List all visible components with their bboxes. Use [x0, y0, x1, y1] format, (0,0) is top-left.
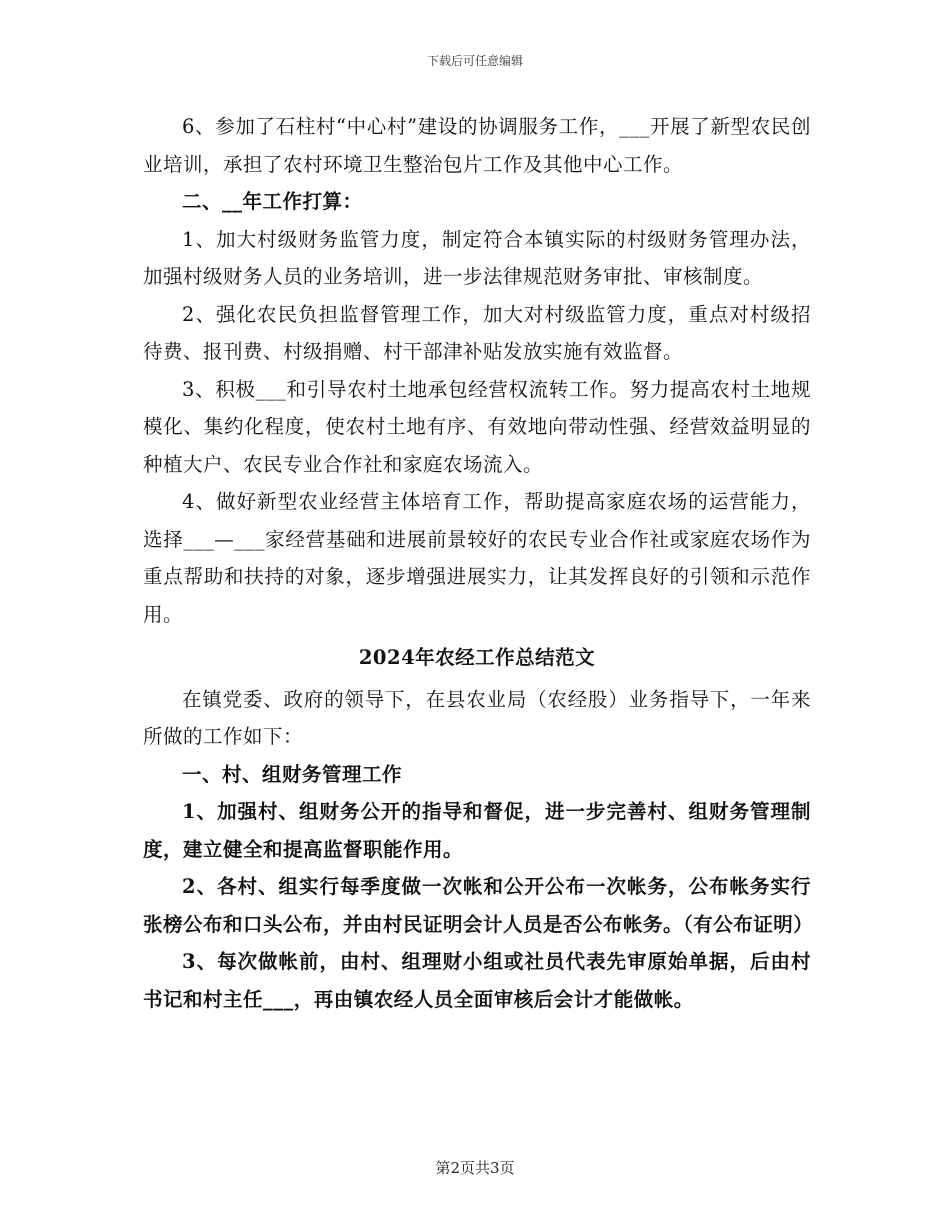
- section-heading-plan: 二、__年工作打算：: [182, 190, 363, 213]
- plan-item-2: 2、强化农民负担监督管理工作，加大对村级监管力度，重点对村级招待费、报刊费、村级捐赠、村干部津补贴发放实施有效监督。: [143, 302, 811, 363]
- paragraph-item-6: 6、参加了石柱村“中心村”建设的协调服务工作，___开展了新型农民创业培训，承担了农村环境卫生整治包片工作及其他中心工作。: [143, 115, 811, 176]
- intro-paragraph: 在镇党委、政府的领导下，在县农业局（农经股）业务指导下，一年来所做的工作如下：: [143, 687, 811, 748]
- plan-item-3: 3、积极___和引导农村土地承包经营权流转工作。努力提高农村土地规模化、集约化程度，使农村土地有序、有效地向带动性强、经营效益明显的种植大户、农民专业合作社和家庭农场流入。: [143, 377, 811, 476]
- finance-item-3: 3、每次做帐前，由村、组理财小组或社员代表先审原始单据，后由村书记和村主任___，再由镇农经人员全面审核后会计才能做帐。: [143, 950, 811, 1011]
- finance-item-1: 1、加强村、组财务公开的指导和督促，进一步完善村、组财务管理制度，建立健全和提高监督职能作用。: [143, 800, 811, 861]
- plan-item-1: 1、加大村级财务监管力度，制定符合本镇实际的村级财务管理办法，加强村级财务人员的业务培训，进一步法律规范财务审批、审核制度。: [143, 227, 811, 288]
- plan-item-4: 4、做好新型农业经营主体培育工作，帮助提高家庭农场的运营能力，选择___—___家经营基础和进展前景较好的农民专业合作社或家庭农场作为重点帮助和扶持的对象，逐步增强进展实力，让其发挥良好的引领和示范作用。: [143, 490, 811, 626]
- page-header: 下载后可任意编辑: [426, 54, 523, 68]
- page-footer: 第2页共3页: [435, 1159, 515, 1177]
- document-body: [143, 108, 814, 1018]
- finance-item-2: 2、各村、组实行每季度做一次帐和公开公布一次帐务，公布帐务实行张榜公布和口头公布，并由村民证明会计人员是否公布帐务。（有公布证明）: [143, 875, 814, 936]
- document-title: 2024年农经工作总结范文: [358, 646, 596, 669]
- section-heading-finance: 一、村、组财务管理工作: [182, 762, 403, 786]
